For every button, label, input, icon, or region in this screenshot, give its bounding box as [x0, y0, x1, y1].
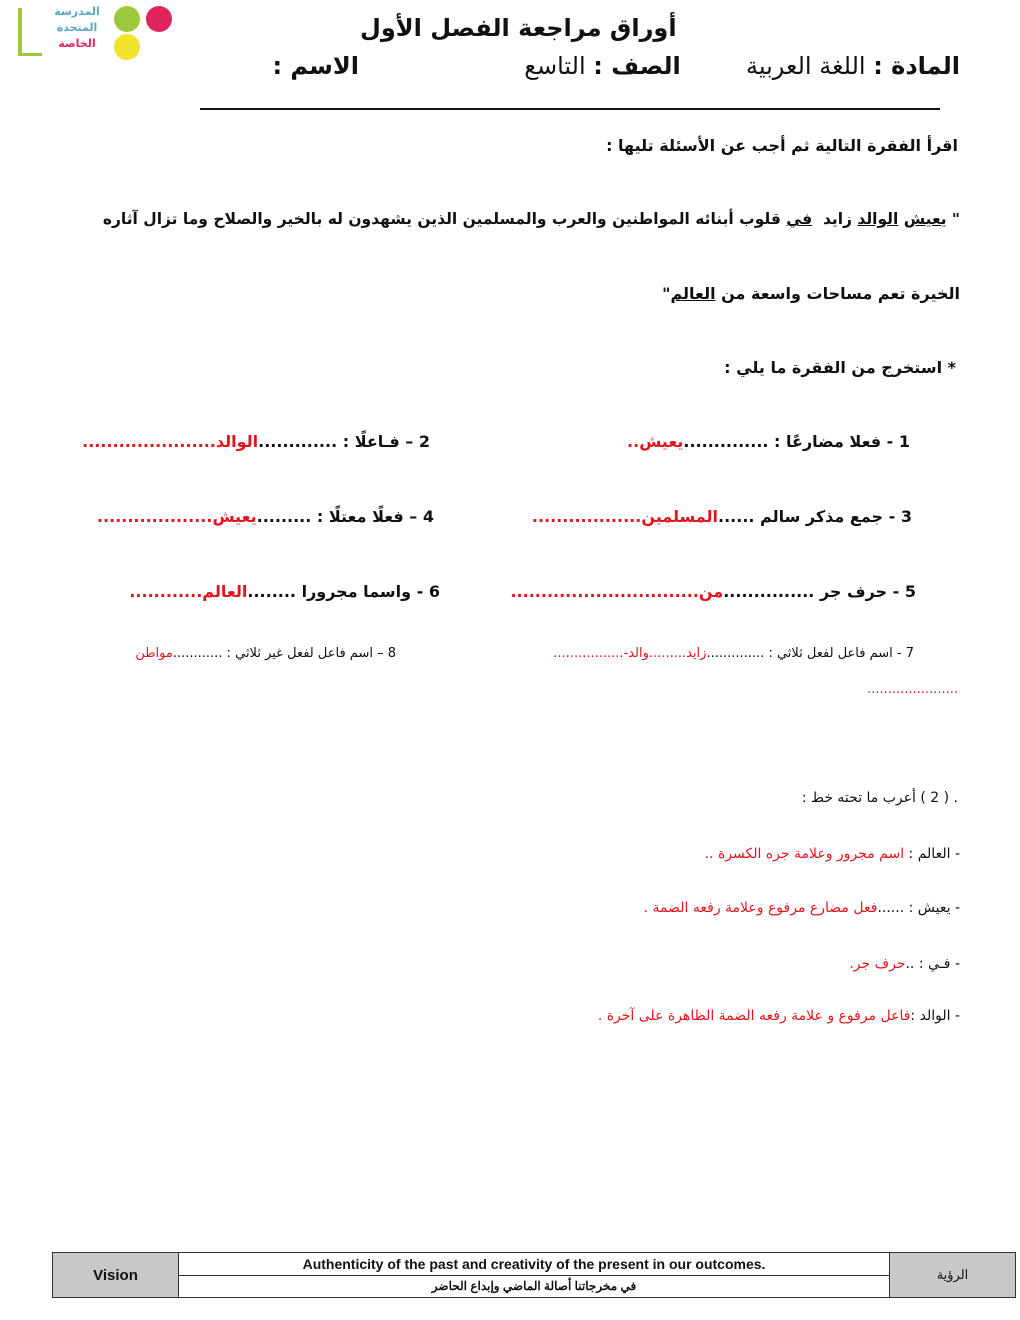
- extract-item-8: [135, 646, 396, 661]
- grade-label: الصف :: [593, 52, 681, 80]
- parsing-item-3: [849, 956, 960, 972]
- vision-text-en: Authenticity of the past and creativity of the present in our outcomes.: [179, 1253, 889, 1276]
- parsing-item-1-answer: اسم مجرور وعلامة جره الكسرة ..: [704, 846, 905, 862]
- parsing-item-4-bullet: -: [954, 1008, 960, 1024]
- extract-item-1-label: 1 - فعلا مضارعًا :: [774, 432, 910, 451]
- close-quote: ": [662, 284, 671, 303]
- extract-item-2-dots: .............: [258, 432, 338, 451]
- extract-item-1-dots: ..............: [683, 432, 769, 451]
- logo-line-2: المتحدة: [56, 21, 98, 34]
- parsing-item-3-bullet: -: [954, 956, 960, 972]
- passage-line-2: [662, 284, 960, 303]
- parsing-item-4-answer: فاعل مرفوع و علامة رفعه الضمة الظاهرة على آخرة .: [597, 1008, 911, 1024]
- logo-line-3: الخاصة: [58, 37, 96, 50]
- word-alwalid: الوالد: [857, 210, 899, 228]
- open-quote: ": [951, 210, 960, 228]
- subject-label: المادة :: [873, 52, 960, 80]
- extract-item-3-answer: المسلمين: [641, 507, 718, 526]
- page-title: أوراق مراجعة الفصل الأول: [360, 14, 677, 42]
- extract-instruction: * استخرج من الفقرة ما يلي :: [724, 358, 956, 377]
- parsing-item-3-dots: ..: [905, 956, 915, 972]
- parsing-item-2-answer: فعل مضارع مرفوع وعلامة رفعه الضمة .: [643, 900, 878, 916]
- extract-item-4-label: 4 – فعلًا معتلًا :: [316, 507, 434, 526]
- extract-item-6-label: 6 - واسما مجرورا: [301, 582, 440, 601]
- extract-item-4-dots: .........: [256, 507, 312, 526]
- vision-label-ar: الرؤية: [889, 1253, 1015, 1297]
- passage-line-1: [103, 210, 960, 228]
- word-fi: في: [786, 210, 813, 228]
- parsing-item-3-answer: حرف جر.: [849, 956, 906, 972]
- extract-item-5-label: 5 - حرف جر: [819, 582, 916, 601]
- vision-text-ar: في مخرجاتنا أصالة الماضي وإبداع الحاضر: [431, 1279, 637, 1293]
- passage-line-1-rest: قلوب أبنائه المواطنين والعرب والمسلمين الذين يشهدون له بالخير والصلاح وما تزال آثاره: [102, 210, 781, 228]
- extract-item-7-dots: ..............: [706, 646, 765, 661]
- extract-item-5: [510, 582, 916, 601]
- extract-item-5-answer: من: [698, 582, 724, 601]
- vision-footer-table: [52, 1252, 1016, 1298]
- vision-label-en: Vision: [53, 1253, 179, 1297]
- grade-value: التاسع: [524, 52, 586, 80]
- logo-dot-pink: [146, 6, 172, 32]
- extract-item-2-dots-after: ......................: [82, 432, 216, 451]
- name-label: الاسم :: [272, 52, 359, 80]
- parsing-item-1-word: العالم :: [908, 846, 951, 862]
- header-divider: [200, 108, 940, 110]
- parsing-item-2: [644, 900, 960, 916]
- extract-item-2: [82, 432, 430, 451]
- extract-item-2-label: 2 – فـاعلًا :: [342, 432, 430, 451]
- parsing-item-4: [598, 1008, 960, 1024]
- extract-item-4: [97, 507, 434, 526]
- parsing-item-2-bullet: -: [954, 900, 960, 916]
- logo-dot-yellow: [114, 34, 140, 60]
- extract-item-1: [627, 432, 910, 451]
- header-info-row: [272, 52, 960, 80]
- extract-item-6-answer: العالم: [202, 582, 248, 601]
- extract-item-3-dots: ......: [718, 507, 755, 526]
- extract-item-7: [553, 646, 914, 661]
- parsing-item-1: [705, 846, 960, 862]
- logo-text: [46, 4, 108, 52]
- extract-item-3-label: 3 - جمع مذكر سالم: [760, 507, 912, 526]
- subject-value: اللغة العربية: [745, 52, 866, 80]
- extract-item-8-label: 8 – اسم فاعل لفعل غير ثلاثي :: [226, 646, 396, 661]
- parsing-item-2-word: يعيش :: [908, 900, 951, 916]
- logo-mark-icon: [18, 8, 42, 56]
- extract-item-4-answer: يعيش: [212, 507, 257, 526]
- extract-item-2-answer: الوالد: [215, 432, 259, 451]
- extract-item-6-dots: ........: [247, 582, 296, 601]
- word-zayed: زايد: [822, 210, 852, 228]
- parsing-item-4-word: الوالد :: [910, 1008, 951, 1024]
- extract-item-7-dots-after: -.................: [553, 646, 629, 661]
- word-yaeesh: يعيش: [903, 210, 947, 228]
- passage-instruction: اقرأ الفقرة التالية ثم أجب عن الأسئلة تليها :: [606, 136, 958, 155]
- parsing-item-1-bullet: -: [954, 846, 960, 862]
- extract-item-6: [129, 582, 440, 601]
- word-alalam: العالم: [670, 284, 716, 303]
- extract-item-1-answer: يعيش..: [627, 432, 684, 451]
- school-logo: [18, 4, 178, 60]
- logo-line-1: المدرسة: [54, 5, 100, 18]
- extract-item-3: [532, 507, 912, 526]
- extract-item-4-dots-after: ...................: [96, 507, 213, 526]
- logo-dot-green: [114, 6, 140, 32]
- parsing-item-2-dots: ......: [877, 900, 905, 916]
- extract-item-8-dots: ............: [172, 646, 223, 661]
- extract-item-5-dots: ...............: [723, 582, 815, 601]
- extract-item-7-label: 7 - اسم فاعل لفعل ثلاثي :: [768, 646, 914, 661]
- extract-item-8-answer: مواطن: [135, 646, 173, 661]
- parsing-instruction: . ( 2 ) أعرب ما تحته خط :: [801, 790, 958, 806]
- parsing-item-3-word: فـي :: [918, 956, 951, 972]
- extract-trailing-dots: ......................: [867, 682, 958, 697]
- extract-item-3-dots-after: ..................: [531, 507, 642, 526]
- extract-item-6-dots-after: ............: [129, 582, 203, 601]
- extract-item-5-dots-after: ...............................: [510, 582, 699, 601]
- extract-item-7-answer: زايد.........والد: [628, 646, 707, 661]
- passage-line-2-text: الخيرة تعم مساحات واسعة من: [721, 284, 960, 303]
